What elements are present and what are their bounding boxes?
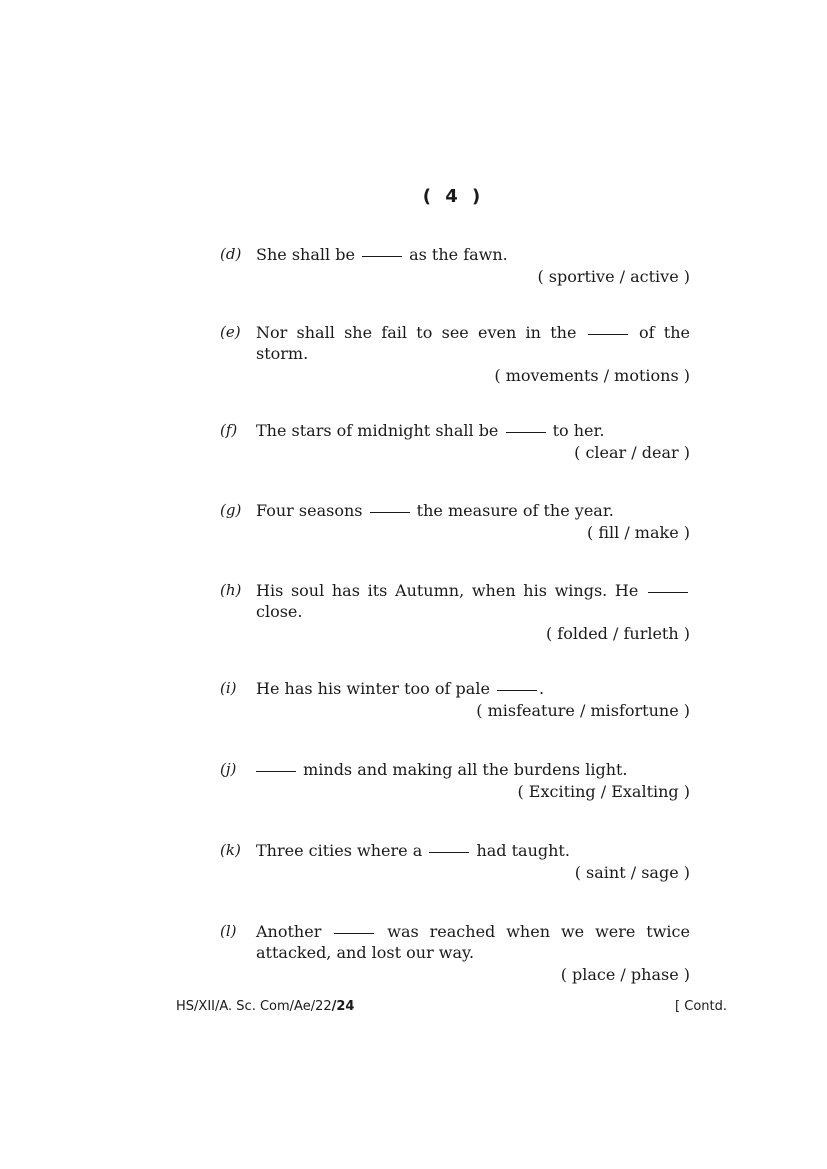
answer-blank [256,770,296,772]
question-text: Nor shall she fail to see even in the of the storm. [256,323,691,363]
answer-options: ( misfeature / misfortune ) [476,701,690,720]
answer-blank [362,255,402,257]
question-label: (k) [220,841,241,859]
question-text: Three cities where a had taught. [256,841,570,860]
answer-options: ( sportive / active ) [537,267,690,286]
question-text: She shall be as the fawn. [256,245,508,264]
question-l [220,921,690,985]
answer-blank [648,591,688,593]
question-label: (i) [220,679,237,697]
question-label: (e) [220,323,241,341]
question-h [220,580,690,644]
question-text: minds and making all the burdens light. [256,759,690,780]
answer-options: ( Exciting / Exalting ) [517,782,690,801]
answer-options: ( movements / motions ) [494,366,690,385]
answer-options: ( clear / dear ) [574,443,690,462]
question-label: (h) [220,581,242,599]
question-i [220,678,690,721]
question-e [220,322,690,386]
answer-blank [506,431,546,433]
question-k [220,840,690,883]
answer-options: ( saint / sage ) [574,863,690,882]
contd-marker: [ Contd. [675,999,727,1014]
page-number: ( 4 ) [422,186,483,207]
question-text: Four seasons the measure of the year. [256,501,614,520]
question-label: (g) [220,501,242,519]
answer-blank [429,851,469,853]
question-text: He has his winter too of pale . [256,679,545,698]
question-d [220,244,690,287]
answer-blank [588,333,628,335]
answer-options: ( place / phase ) [560,965,690,984]
question-label: (d) [220,245,242,263]
question-label: (j) [220,760,237,778]
paper-code: HS/XII/A. Sc. Com/Ae/22/24 [176,999,355,1014]
question-g [220,500,690,543]
question-f [220,420,690,463]
question-label: (f) [220,421,238,439]
answer-blank [334,932,374,934]
question-j [220,759,690,802]
question-text: The stars of midnight shall be to her. [256,421,605,440]
answer-blank [370,511,410,513]
answer-options: ( fill / make ) [587,523,690,542]
question-label: (l) [220,922,237,940]
answer-options: ( folded / furleth ) [545,624,690,643]
answer-blank [497,689,537,691]
question-text: His soul has its Autumn, when his wings. He close. [256,580,690,622]
question-text: Another was reached when we were twice attacked, and lost our way. [256,922,690,962]
